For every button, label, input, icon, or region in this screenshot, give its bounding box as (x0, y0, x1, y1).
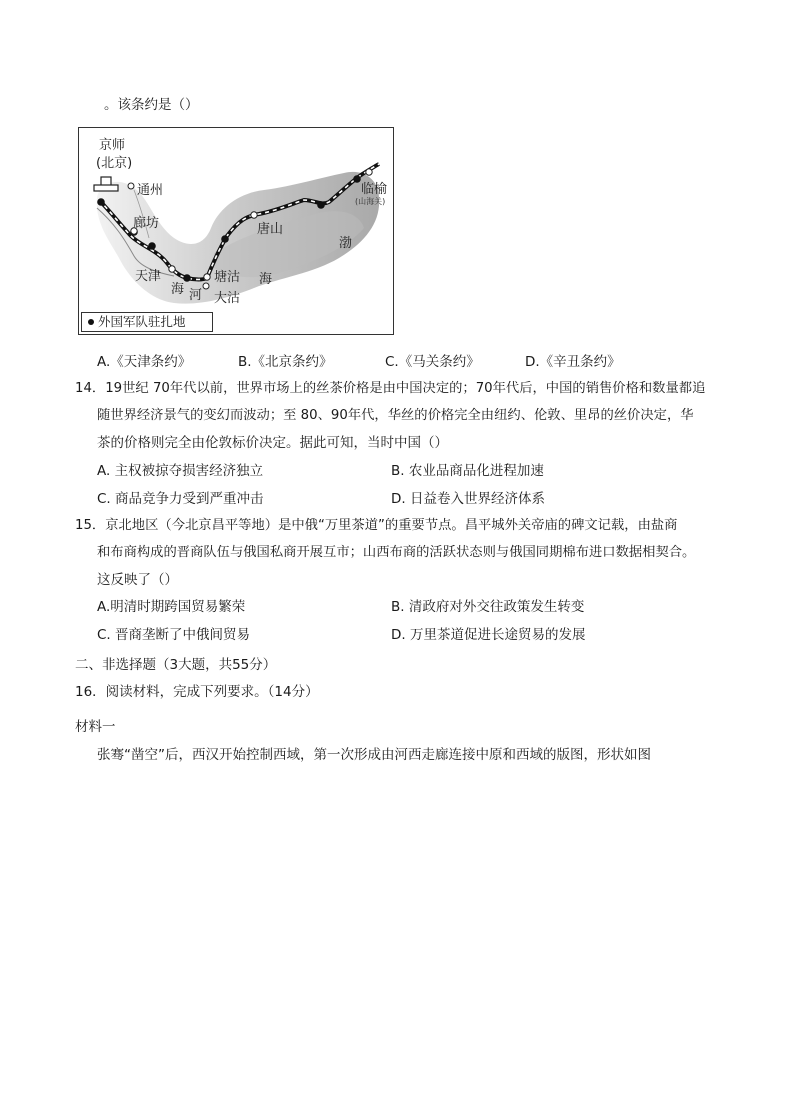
treaty-map (78, 127, 394, 335)
material1-text: 张骞“凿空”后，西汉开始控制西域，第一次形成由河西走廊连接中原和西域的版图，形状如图 (97, 747, 651, 763)
material1-title: 材料一 (75, 719, 116, 735)
q14-option-d[interactable]: D. 日益卷入世界经济体系 (391, 491, 545, 507)
q13-option-d[interactable]: D.《辛丑条约》 (525, 354, 621, 370)
station-tianjin (169, 266, 175, 272)
q15-option-a[interactable]: A.明清时期跨国贸易繁荣 (97, 599, 246, 615)
q15-option-c[interactable]: C. 晋商垄断了中俄间贸易 (97, 627, 251, 643)
label-jingshi: 京师 (99, 138, 126, 153)
label-tongzhou: 通州 (137, 183, 164, 198)
q15-option-b[interactable]: B. 清政府对外交往政策发生转变 (391, 599, 585, 615)
station-tongzhou (128, 183, 134, 189)
station-garrison (183, 274, 191, 282)
label-langfang: 廊坊 (133, 216, 160, 231)
station-garrison (317, 201, 325, 209)
q14-line-2: 随世界经济景气的变幻而波动；至 80、90年代，华丝的价格完全由纽约、伦敦、里昂的丝价决定，华 (97, 408, 694, 423)
q14-option-c[interactable]: C. 商品竞争力受到严重冲击 (97, 491, 264, 507)
label-he: 河 (189, 288, 203, 303)
map-legend (81, 312, 213, 332)
q13-option-c[interactable]: C.《马关条约》 (385, 354, 480, 370)
station-garrison (97, 198, 105, 206)
q15-line-2: 和布商构成的晋商队伍与俄国私商开展互市；山西布商的活跃状态则与俄国同期棉布进口数据相契合。 (97, 545, 696, 560)
label-shanhaiguan: (山海关) (355, 197, 386, 206)
label-bo: 渤 (339, 236, 353, 251)
label-tangshan: 唐山 (257, 222, 284, 237)
section-heading: 二、非选择题（3大题，共55分） (75, 657, 277, 673)
station-tanggu (204, 274, 210, 280)
station-garrison (353, 175, 361, 183)
label-linyu: 临榆 (361, 182, 388, 197)
garrison-dot-icon (88, 319, 94, 325)
q15-line-3: 这反映了（） (97, 572, 178, 588)
q14-line-3: 茶的价格则完全由伦敦标价决定。据此可知，当时中国（） (97, 435, 448, 451)
label-tianjin: 天津 (135, 269, 162, 284)
station-garrison (221, 235, 229, 243)
q13-option-b[interactable]: B.《北京条约》 (238, 354, 333, 370)
station-dagu (203, 283, 209, 289)
q15-line-1: 15．京北地区（今北京昌平等地）是中俄“万里茶道”的重要节点。昌平城外关帝庙的碑文记载，由盐商 (75, 518, 678, 533)
label-beijing: (北京) (96, 156, 133, 171)
label-tanggu: 塘沽 (214, 270, 241, 285)
station-garrison (148, 242, 156, 250)
label-hai: 海 (171, 282, 185, 297)
q14-option-a[interactable]: A. 主权被掠夺损害经济独立 (97, 463, 264, 479)
q13-option-a[interactable]: A.《天津条约》 (97, 354, 192, 370)
legend-text: 外国军队驻扎地 (98, 314, 186, 329)
label-sea: 海 (259, 272, 273, 287)
station-linyu (366, 169, 372, 175)
q13-stem-tail: 。该条约是（） (104, 97, 199, 113)
q16-stem: 16．阅读材料，完成下列要求。（14分） (75, 684, 319, 700)
q14-line-1: 14．19世纪 70年代以前，世界市场上的丝茶价格是由中国决定的；70年代后，中国的销售价格和数量都追 (75, 381, 706, 396)
q14-option-b[interactable]: B. 农业品商品化进程加速 (391, 463, 544, 479)
label-dagu: 大沽 (214, 291, 241, 306)
q15-option-d[interactable]: D. 万里茶道促进长途贸易的发展 (391, 627, 586, 643)
